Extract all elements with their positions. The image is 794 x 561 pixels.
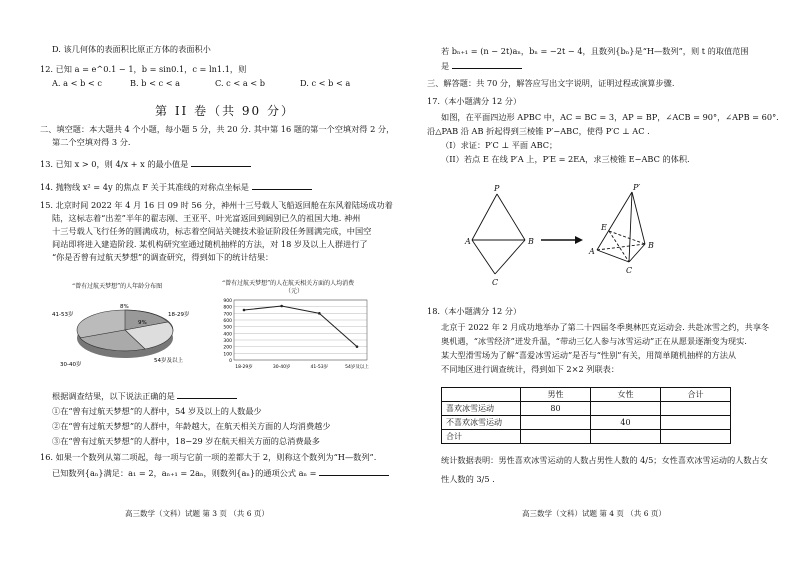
q18-line4: 不同地区进行调查统计，得到如下 2×2 列联表：	[441, 364, 620, 374]
x-tick-label: 54岁及以上	[345, 365, 369, 370]
q14-stem: 14. 抛物线 x² = 4y 的焦点 F 关于其准线的对称点坐标是	[40, 181, 312, 192]
q15-statement-1: ①在“曾有过航天梦想”的人群中，54 岁及以上的人数最少	[52, 406, 262, 416]
table-header: 合计	[661, 388, 731, 402]
q16-cont-line1: 若 bₙ₊₁ = (n − 2t)aₙ，bₙ = −2t − 4，且数列{bₙ}是“H—数列”，则 t 的取值范围	[441, 46, 749, 56]
pie-label-pct-1: 8%	[120, 304, 129, 310]
answer-blank	[319, 467, 389, 476]
line-chart-unit: （元）	[285, 288, 304, 295]
geometry-figure	[467, 184, 687, 292]
y-tick-label: 400	[223, 332, 232, 338]
pie-label-41-53: 41-53岁	[52, 312, 74, 318]
q18-line3: 某大型滑雪场为了解“喜爱冰雪运动”是否与“性别”有关，用简单随机抽样的方法从	[441, 350, 737, 360]
q15-line2: 陆，这标志着“出差”半年的翟志刚、王亚平、叶光富返回到阔别已久的祖国大地. 神州	[52, 213, 361, 223]
data-point	[318, 312, 321, 315]
y-tick-label: 900	[223, 299, 232, 304]
q12-option-a: A. a < b < c	[52, 78, 102, 88]
table-cell	[442, 388, 521, 402]
table-row	[442, 402, 731, 416]
q17-line1: 如图，在平面四边形 APBC 中，AC = BC = 3，AP = BP，∠ACB = 90°，∠APB = 60°.	[441, 112, 779, 122]
table-cell: 合计	[442, 430, 521, 444]
q18-header: 18.（本小题满分 12 分）	[427, 306, 522, 316]
q12-option-c: C. c < a < b	[215, 78, 266, 88]
q16-line1: 16. 如果一个数列从第二项起，每一项与它前一项的差都大于 2，则称这个数列为“H—数列”.	[40, 452, 377, 462]
q17-line2: 沿△PAB 沿 AB 折起得到三棱锥 P′−ABC，使得 P′C ⊥ AC .	[427, 126, 650, 136]
q12-stem: 12. 已知 a = e^0.1 − 1，b = sin0.1，c = ln1.1，则	[40, 64, 247, 74]
table-cell: 80	[521, 402, 591, 416]
answer-blank	[191, 158, 251, 167]
y-tick-label: 100	[223, 352, 232, 358]
q11-option-d: D. 该几何体的表面积比原正方体的表面积小	[52, 44, 211, 54]
pie-label-30-40: 30-40岁	[60, 362, 82, 368]
svg-text:B: B	[648, 241, 654, 250]
pie-chart	[50, 294, 200, 374]
answer-blank	[452, 60, 522, 69]
y-tick-label: 700	[223, 312, 232, 318]
table-cell	[521, 430, 591, 444]
x-tick-label: 30-40岁	[272, 365, 291, 370]
q18-line2: 奥机遇，“冰雪经济”迸发升温，“带动三亿人参与冰雪运动”正在从愿景逐渐变为现实.	[441, 336, 747, 346]
q12-option-b: B. b < c < a	[130, 78, 181, 88]
figure-labels	[464, 183, 654, 287]
q15-statement-3: ③在“曾有过航天梦想”的人群中，18−29 岁在航天相关方面的总消费最多	[52, 436, 320, 446]
y-tick-label: 600	[223, 319, 232, 324]
y-tick-label: 800	[223, 305, 232, 311]
y-tick-label: 300	[223, 339, 232, 344]
svg-text:C: C	[626, 266, 633, 275]
y-tick-label: 500	[223, 325, 232, 331]
svg-text:C: C	[492, 278, 499, 287]
q18-line1: 北京于 2022 年 2 月成功地举办了第二十四届冬季奥林匹克运动会. 共赴冰雪之约，共享冬	[441, 322, 770, 332]
table-cell: 40	[591, 416, 661, 430]
q13-stem: 13. 已知 x > 0，则 4/x + x 的最小值是	[40, 158, 251, 169]
svg-text:P: P	[494, 184, 500, 193]
svg-text:A: A	[465, 237, 471, 246]
right-footer: 高三数学（文科）试题 第 4 页 （共 6 页）	[522, 509, 666, 518]
planar-quadrilateral	[472, 194, 525, 274]
pie-label-pct-2: 9%	[138, 320, 147, 326]
q15-line4: 间站即将进入建造阶段. 某机构研究室通过随机抽样的方法，对 18 岁及以上人群进行了	[52, 239, 368, 249]
line-chart-title: “曾有过航天梦想”的人在航天相关方面的人均消费	[222, 280, 355, 287]
table-row	[442, 430, 731, 444]
q16-cont-line2: 是	[441, 60, 522, 71]
svg-text:A: A	[589, 247, 595, 256]
table-cell: 不喜欢冰雪运动	[442, 416, 521, 430]
q17-line4: （II）若点 E 在线 P′A 上，P′E = 2EA，求三棱锥 E−ABC 的体积.	[441, 154, 690, 164]
right-page	[397, 0, 794, 561]
q17-header: 17.（本小题满分 12 分）	[427, 96, 522, 106]
solve-intro: 三、解答题：共 70 分，解答应写出文字说明，证明过程或演算步骤.	[427, 78, 675, 88]
q18-stat-line1: 统计数据表明：男性喜欢冰雪运动的人数占男性人数的 4/5；女性喜欢冰雪运动的人数占女	[441, 455, 768, 465]
pie-label-18-29: 18-29岁	[168, 312, 190, 318]
svg-text:P′: P′	[633, 183, 641, 192]
svg-text:B: B	[528, 237, 534, 246]
table-cell: 喜欢冰雪运动	[442, 402, 521, 416]
fold-arrow	[541, 236, 583, 244]
q17-line3: （I）求证：P′C ⊥ 平面 ABC；	[441, 140, 558, 150]
data-point	[243, 309, 246, 312]
line-chart	[212, 296, 372, 372]
contingency-table	[441, 387, 731, 444]
q12-option-d: D. c < b < a	[300, 78, 351, 88]
line-chart-yticks	[223, 298, 232, 364]
q15-line5: “你是否曾有过航天梦想”的调查研究，得到如下的统计结果：	[52, 252, 274, 262]
q15-statement-2: ②在“曾有过航天梦想”的人群中，年龄越大，在航天相关方面的人均消费越少	[52, 421, 331, 431]
q15-line3: 十三号载人飞行任务的圆满成功，标志着空间站关键技术验证阶段任务圆满完成，中国空	[52, 226, 372, 236]
y-tick-label: 0	[229, 359, 232, 364]
table-header: 女性	[591, 388, 661, 402]
x-tick-label: 41-53岁	[310, 365, 329, 370]
pie-chart-title: “曾有过航天梦想”的人年龄分布图	[72, 283, 163, 290]
line-chart-points	[243, 305, 359, 348]
y-tick-label: 200	[223, 345, 232, 351]
svg-text:E: E	[601, 223, 607, 232]
data-point	[280, 305, 283, 308]
q16-line2: 已知数列{aₙ}满足：a₁ = 2，aₙ₊₁ = 2aₙ，则数列{aₙ}的通项公式 aₙ =	[52, 467, 389, 478]
x-tick-label: 18-29岁	[235, 365, 253, 370]
table-row	[442, 416, 731, 430]
answer-blank	[252, 181, 312, 190]
line-chart-series	[244, 306, 357, 347]
table-cell	[591, 430, 661, 444]
table-cell	[661, 402, 731, 416]
table-cell	[661, 430, 731, 444]
pie-label-54plus: 54岁及以上	[154, 358, 183, 364]
table-header: 男性	[521, 388, 591, 402]
fill-intro-line2: 第二个空填对得 3 分.	[52, 137, 131, 147]
left-footer: 高三数学（文科）试题 第 3 页 （共 6 页）	[125, 509, 269, 518]
fill-intro-line1: 二、填空题：本大题共 4 个小题，每小题 5 分，共 20 分. 其中第 16 题的第一个空填对得 2 分，	[40, 124, 395, 134]
line-chart-xticks	[235, 363, 369, 370]
answer-blank	[177, 390, 237, 399]
data-point	[356, 345, 359, 348]
part2-title: 第 II 卷（共 90 分）	[155, 104, 296, 118]
table-cell	[521, 416, 591, 430]
q18-stat-line2: 性人数的 3/5 .	[441, 474, 495, 484]
table-cell	[661, 416, 731, 430]
q15-line1: 15. 北京时间 2022 年 4 月 16 日 09 时 56 分，神州十三号载人飞船返回舱在东风着陆场成功着	[40, 200, 393, 210]
q15-ask: 根据调查结果，以下说法正确的是	[52, 390, 237, 401]
table-cell	[591, 402, 661, 416]
table-row	[442, 388, 731, 402]
